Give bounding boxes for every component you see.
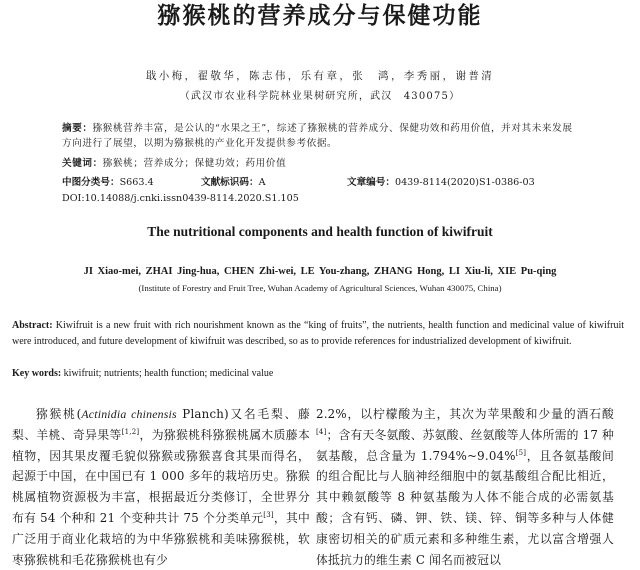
authors-english: JI Xiao-mei, ZHAI Jing-hua, CHEN Zhi-wei, LE You-zhang, ZHANG Hong, LI Xiu-li, XIE Pu-qing (83, 266, 557, 277)
doi: DOI:10.14088/j.cnki.issn0439-8114.2020.S1.105 (62, 193, 299, 204)
authors-chinese: 戢小梅，翟敬华，陈志伟，乐有章，张 鸿，李秀丽，谢普清 (145, 70, 495, 82)
abstract-english (12, 318, 624, 349)
article-number (347, 174, 535, 188)
article-number-label: 文章编号： (347, 177, 395, 188)
abstract-english-text: Kiwifruit is a new fruit with rich nourishment known as the “king of fruits”, the nutrients, health function and medicinal value of kiwifruit were introduced, and future development of kiwifruit was described, so as to provide references for industrialized development of kiwifruit. (12, 320, 624, 347)
document-code-label: 文献标识码： (201, 177, 259, 188)
body-column-right: 2.2%，以柠檬酸为主，其次为苹果酸和少量的酒石酸[4]；含有天冬氨酸、苏氨酸、丝氨酸等人体所需的 17 种氨基酸，总含量为 1.794%~9.04%[5]，且各氨基酸间的组合配比与人脑神经细胞中的氨基酸组合配比相近，其中赖氨酸等 8 种氨基酸为人体不能合成的必需氨基酸；含有钙、磷、钾、铁、镁、锌、铜等多种与人体健康密切相关的矿质元素和多种维生素，尤以富含增强人体抵抗力的维生素 C 闻名而被冠以 (316, 407, 614, 567)
article-number-value: 0439-8114(2020)S1-0386-03 (394, 177, 535, 188)
clc-value: S663.4 (119, 177, 154, 188)
title-english: The nutritional components and health function of kiwifruit (147, 224, 493, 239)
keywords-english-text: kiwifruit; nutrients; health function; medicinal value (61, 368, 274, 379)
body-column-left: 猕猴桃(Actinidia chinensis Planch)又名毛梨、藤梨、羊桃、奇异果等[1,2]，为猕猴桃科猕猴桃属木质藤本植物，因其果皮覆毛貌似猕猴或猕猴喜食其果而得名，起源于中国，在中国已有 1 000 多年的栽培历史。猕猴桃属植物资源极为丰富，根据最近分类修订，全世界分布有 54 个种和 21 个变种共计 75 个分类单元[3]，其中广泛用于商业化栽培的为中华猕猴桃和美味猕猴桃，软枣猕猴桃和毛花猕猴桃也有少 (12, 407, 311, 567)
citation: [1,2] (121, 427, 140, 436)
document-code-value: A (258, 177, 266, 188)
abstract-chinese-label: 摘要： (62, 123, 93, 134)
citation: [3] (263, 511, 274, 520)
abstract-chinese (62, 121, 582, 151)
keywords-chinese-label: 关键词： (62, 158, 103, 169)
clc-label: 中图分类号： (62, 177, 120, 188)
species-name: Actinidia chinensis (81, 407, 177, 421)
keywords-english (12, 368, 273, 379)
keywords-chinese (62, 155, 582, 169)
abstract-chinese-text: 猕猴桃营养丰富，是公认的“水果之王”，综述了猕猴桃的营养成分、保健功效和药用价值，并对其未来发展方向进行了展望，以期为猕猴桃的产业化开发提供参考依据。 (62, 123, 573, 149)
affiliation-english: (Institute of Forestry and Fruit Tree, Wuhan Academy of Agricultural Sciences, Wuhan 430075, China) (138, 283, 502, 293)
keywords-chinese-text: 猕猴桃；营养成分；保健功效；药用价值 (102, 158, 287, 169)
citation: [5] (515, 448, 527, 457)
abstract-english-label: Abstract: (12, 320, 53, 331)
citation: [4] (316, 427, 327, 436)
document-code (201, 174, 266, 188)
clc-number (62, 174, 154, 188)
title-chinese: 猕猴桃的营养成分与保健功能 (157, 3, 483, 29)
keywords-english-label: Key words: (12, 368, 62, 379)
affiliation-chinese: （武汉市农业科学院林业果树研究所，武汉 430075） (179, 91, 461, 102)
